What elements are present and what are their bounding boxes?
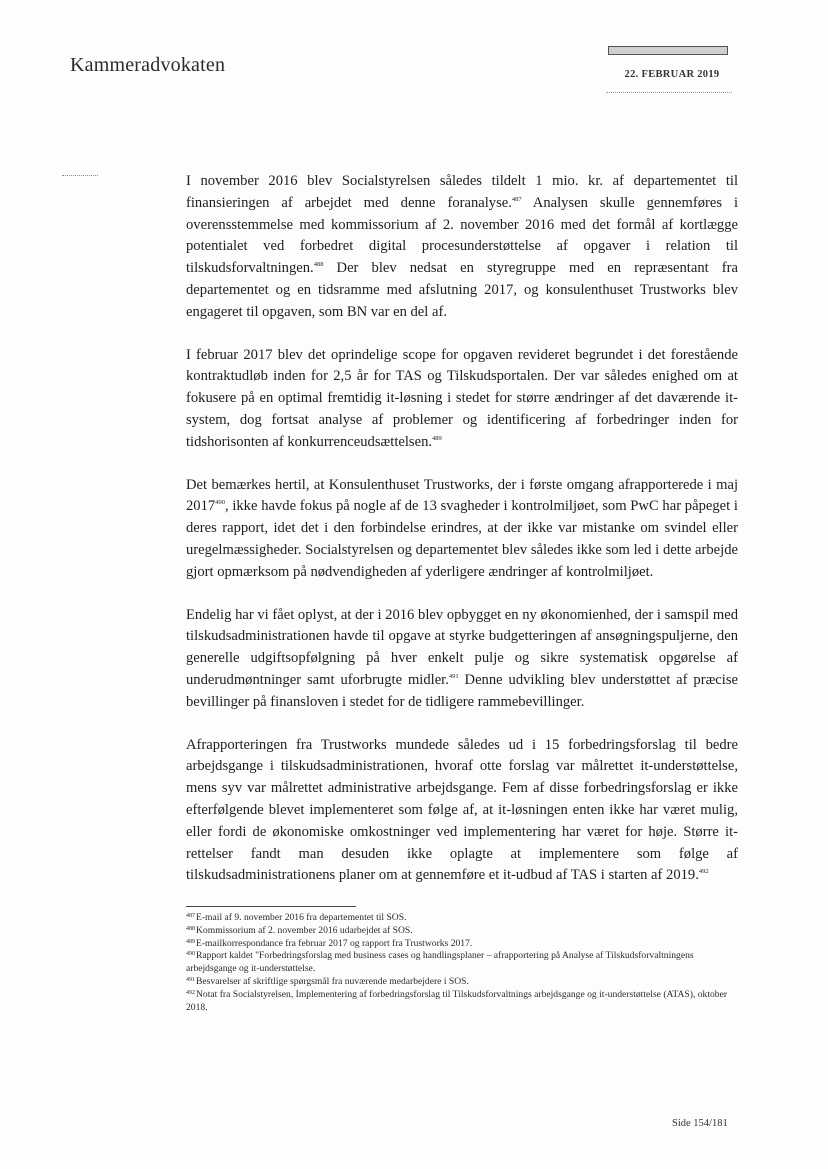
footnote: [186, 925, 742, 938]
paragraph: [186, 345, 738, 454]
date-underline: [606, 92, 732, 93]
paragraph-text: Analysen skulle gennemføres i overensstemmelse med kommissorium af 2. november 2016 med det formål af kortlægge potentialet ved forbedret digital procesunderstøttelse af opgaver i relation til tilskudsforvaltningen.: [186, 194, 739, 277]
paragraph: [186, 475, 738, 584]
footnote: [186, 950, 742, 976]
footnote-number: 490: [186, 951, 195, 958]
paragraph-text: Der blev nedsat en styregruppe med en repræsentant fra departementet og en tidsramme med afslutning 2017, og konsulenthuset Trustworks blev engageret til opgaven, som BN var en del af.: [186, 260, 738, 320]
header-bar: [608, 46, 728, 55]
footnote-ref: 488: [313, 261, 324, 269]
paragraph-text: I februar 2017 blev det oprindelige scope for opgaven revideret begrundet i det forestående kontraktudløb inden for 2,5 år for TAS og Tilskudsportalen. Der var således enighed om at fokusere på en optimal fremtidig it-løsning i stedet for større ændringer af det daværende it-system, dog fortsat analyse af problemer og identificering af forbedringer inden for tidshorisonten af konkurrenceudsættelsen.: [186, 346, 738, 450]
paragraph-text: , ikke havde fokus på nogle af de 13 svagheder i kontrolmiljøet, som PwC har påpeget i deres rapport, idet det i den forbindelse erindres, at der ikke var mistanke om svindel eller uregelmæssigheder. Socialstyrelsen og departementet blev således ikke som led i dette arbejde gjort opmærksom på nødvendigheden af yderligere ændringer af kontrolmiljøet.: [186, 498, 738, 580]
footnote-number: 491: [186, 976, 195, 983]
footnote: [186, 912, 742, 925]
body-text: [186, 171, 738, 908]
paragraph: [186, 735, 738, 888]
paragraph-text: I november 2016 blev Socialstyrelsen således tildelt 1 mio. kr. af departementet til finansieringen af arbejdet med denne foranalyse.: [186, 173, 738, 211]
footnote-ref: 491: [448, 672, 459, 680]
footnote-text: Notat fra Socialstyrelsen, Implementering af forbedringsforslag til Tilskudsforvaltnings arbejdsgange og it-understøttelse (ATAS), oktober 2018.: [186, 988, 728, 1013]
document-date: 22. FEBRUAR 2019: [624, 69, 720, 80]
paragraph-text: Det bemærkes hertil, at Konsulenthuset Trustworks, der i første omgang afrapporterede i maj 2017: [186, 476, 738, 515]
footnote-text: E-mail af 9. november 2016 fra departementet til SOS.: [196, 912, 407, 923]
footnote-number: 488: [186, 925, 195, 932]
footnote: [186, 989, 742, 1015]
paragraph: [186, 605, 738, 714]
paragraph-text: Denne udvikling blev understøttet af præcise bevillinger på finansloven i stedet for de tidligere rammebevillinger.: [186, 671, 738, 710]
footnotes: [186, 912, 742, 1014]
margin-mark: [62, 175, 98, 176]
footnote-text: Rapport kaldet "Forbedringsforslag med business cases og handlingsplaner – afrapportering på Analyse af Tilskudsforvaltningens arbejdsgange og it-understøttelse.: [186, 950, 694, 975]
footnote-number: 489: [186, 938, 195, 945]
paragraph-text: Afrapporteringen fra Trustworks mundede således ud i 15 forbedringsforslag til bedre arbejdsgange i tilskudsadministrationen, hvoraf otte forslag var målrettet it-understøttelse, mens syv var målrettet administrative arbejdsgange. Fem af disse forbedringsforslag er ikke efterfølgende blevet implementeret som følge af, at it-løsningen enten ikke har været mulig, eller fordi de økonomiske omkostninger ved implementering har været for høje. Større it-rettelser fandt man desuden ikke oplagte at implementere som følge af tilskudsadministrationens planer om at gennemføre et it-udbud af TAS i starten af 2019.: [186, 736, 738, 884]
footnote: [186, 976, 742, 989]
footnote-separator: [186, 906, 356, 907]
footnote-ref: 492: [698, 868, 709, 876]
footnote-number: 487: [186, 913, 195, 919]
footnote-text: E-mailkorrespondance fra februar 2017 og rapport fra Trustworks 2017.: [196, 937, 473, 949]
paragraph: [186, 171, 738, 324]
date-block: [606, 46, 738, 93]
paragraph-text: Endelig har vi fået oplyst, at der i 2016 blev opbygget en ny økonomienhed, der i samspil med tilskudsadministrationen havde til opgave at styrke budgetteringen af ansøgningspuljerne, den generelle udgiftsopfølgning på hver enkelt pulje og sikre systematisk opgørelse af underudmøntninger samt uforbrugte midler.: [186, 606, 738, 688]
footnote-ref: 490: [215, 499, 225, 507]
brand-name: Kammeradvokaten: [70, 54, 226, 76]
footnote-ref: 487: [511, 195, 522, 203]
footnote-number: 492: [186, 989, 195, 996]
footnote-text: Kommissorium af 2. november 2016 udarbejdet af SOS.: [196, 924, 413, 936]
footnote-text: Besvarelser af skriftlige spørgsmål fra nuværende medarbejdere i SOS.: [196, 975, 469, 987]
footnote-ref: 489: [432, 434, 442, 442]
footnote: [186, 938, 742, 951]
page-number: Side 154/181: [672, 1118, 728, 1129]
